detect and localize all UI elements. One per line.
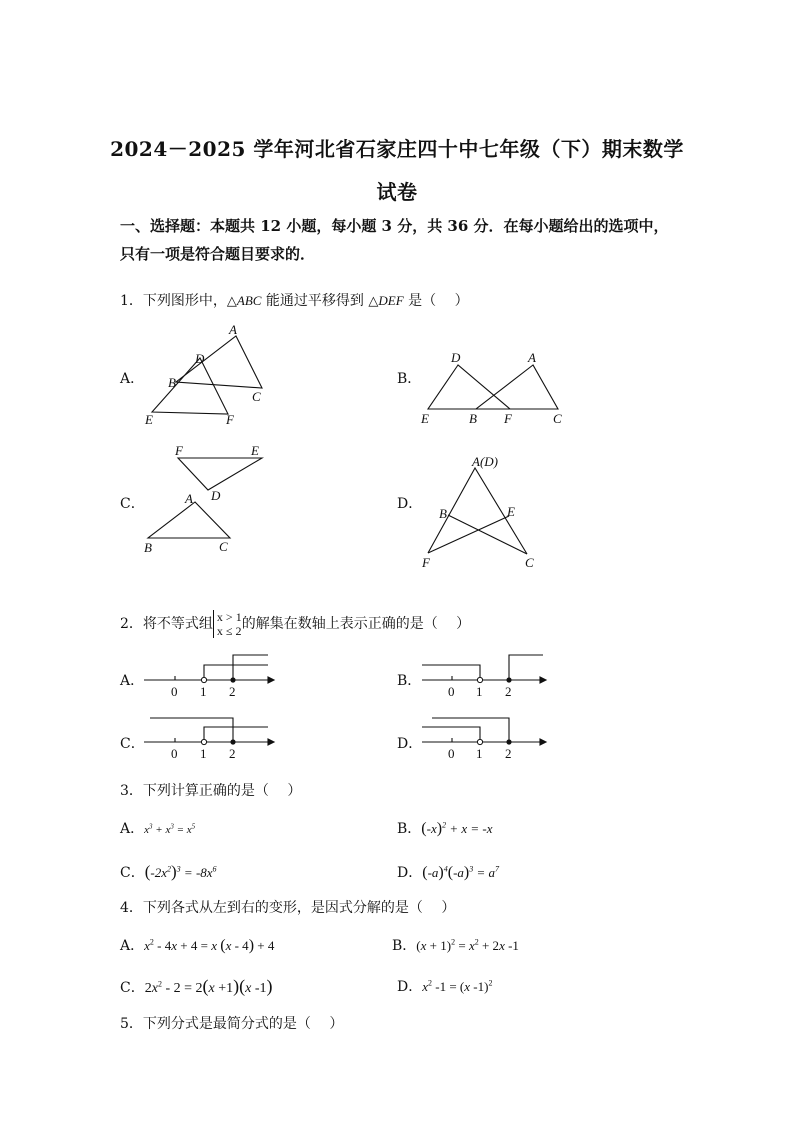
exam-title-line2: 试卷 bbox=[376, 180, 418, 204]
q3-option-d-label: D． bbox=[397, 865, 423, 881]
section-header-line1: 一、选择题：本题共 12 小题，每小题 3 分，共 36 分．在每小题给出的选项中， bbox=[120, 217, 669, 235]
q1-option-a-label: A． bbox=[120, 371, 145, 387]
q3-option-b-label: B． bbox=[397, 821, 422, 837]
q4-option-d-expr: $x^2$ -1 = (x -1)$^2$ bbox=[422, 978, 493, 994]
q3-option-a-expr: $x^3 + x^3 = x^5$ bbox=[144, 822, 196, 836]
question-2-stem bbox=[120, 610, 470, 638]
q2-suffix: 的解集在数轴上表示正确的是（ ） bbox=[241, 616, 471, 632]
q2-numberline-b bbox=[418, 650, 553, 705]
nla-tick-2: 2 bbox=[229, 684, 236, 699]
q2-ineq-1: x > 1 bbox=[216, 610, 242, 624]
question-5-stem: 5．下列分式是最简分式的是（ ） bbox=[120, 1016, 344, 1032]
q4-option-b-expr: $(x + 1)^2 = x^2 + 2x$ -1 bbox=[416, 937, 519, 953]
nlc-tick-1: 1 bbox=[200, 746, 207, 761]
nlb-tick-1: 1 bbox=[476, 684, 483, 699]
q1-option-b-label: B． bbox=[397, 371, 422, 387]
nlc-tick-0: 0 bbox=[171, 746, 178, 761]
figC-label-D: D bbox=[211, 488, 221, 503]
q2-inequality-system bbox=[213, 610, 242, 638]
q1-figure-b bbox=[415, 345, 570, 430]
figD-label-E: E bbox=[507, 504, 515, 519]
q4-option-c-label: C． bbox=[120, 980, 145, 996]
figA-label-B: B bbox=[168, 375, 176, 390]
q3-option-c bbox=[120, 862, 217, 882]
q4-option-c bbox=[120, 976, 273, 997]
figC-label-C: C bbox=[219, 539, 228, 554]
q3-option-b bbox=[397, 818, 492, 838]
q1-figure-d bbox=[415, 450, 550, 572]
exam-title-line1: 2024－2025 学年河北省石家庄四十中七年级（下）期末数学 bbox=[110, 137, 684, 161]
q4-option-a-expr: $x^2 - 4x + 4 = x$ (x - 4) + 4 bbox=[144, 937, 275, 954]
question-3-stem: 3．下列计算正确的是（ ） bbox=[120, 783, 302, 799]
nlb-tick-2: 2 bbox=[505, 684, 512, 699]
figA-label-D: D bbox=[195, 351, 205, 366]
figD-label-B: B bbox=[439, 506, 447, 521]
q2-option-a-label: A． bbox=[120, 673, 145, 689]
q4-option-d-label: D． bbox=[397, 979, 423, 995]
nlc-tick-2: 2 bbox=[229, 746, 236, 761]
q1-tri-def: △DEF bbox=[368, 293, 404, 308]
q4-option-b bbox=[392, 935, 519, 955]
q3-option-c-expr: $(-2x^2)^3 = -8x^6$ bbox=[144, 862, 217, 881]
q2-numberline-c bbox=[140, 712, 280, 767]
q3-option-a bbox=[120, 818, 195, 838]
section-header-line2: 只有一项是符合题目要求的． bbox=[120, 245, 316, 263]
figA-label-E: E bbox=[145, 412, 153, 427]
figC-label-A: A bbox=[185, 491, 193, 506]
q1-prefix: 1．下列图形中， bbox=[120, 293, 227, 309]
q3-option-d-expr: $(-a)^4(-a)^3 = a^7$ bbox=[422, 864, 500, 881]
q2-option-d-label: D． bbox=[397, 736, 423, 752]
q1-suffix: 是（ ） bbox=[403, 293, 469, 309]
nla-tick-0: 0 bbox=[171, 684, 178, 699]
figB-label-D: D bbox=[451, 350, 461, 365]
q1-tri-abc: △ABC bbox=[226, 293, 262, 308]
q3-option-b-expr: $(-x)^2 + x = -x$ bbox=[421, 820, 493, 837]
q2-numberline-d bbox=[418, 712, 553, 767]
q2-option-b-label: B． bbox=[397, 673, 422, 689]
q3-option-c-label: C． bbox=[120, 865, 145, 881]
q1-figure-a bbox=[140, 318, 280, 428]
figC-label-E: E bbox=[251, 443, 259, 458]
nla-tick-1: 1 bbox=[200, 684, 207, 699]
figC-label-F: F bbox=[175, 443, 183, 458]
nld-tick-1: 1 bbox=[476, 746, 483, 761]
figA-label-A: A bbox=[229, 322, 237, 337]
q1-option-c-label: C． bbox=[120, 496, 145, 512]
q4-option-c-expr: $2x^2 - 2 = 2(x +1)(x$ -1) bbox=[144, 976, 273, 996]
figA-label-C: C bbox=[252, 389, 261, 404]
nld-tick-2: 2 bbox=[505, 746, 512, 761]
figB-label-A: A bbox=[528, 350, 536, 365]
figB-label-E: E bbox=[421, 411, 429, 426]
nld-tick-0: 0 bbox=[448, 746, 455, 761]
figD-label-F: F bbox=[422, 555, 430, 570]
figA-label-F: F bbox=[226, 412, 234, 427]
q4-option-b-label: B． bbox=[392, 938, 417, 954]
figB-label-B: B bbox=[469, 411, 477, 426]
question-4-stem: 4．下列各式从左到右的变形，是因式分解的是（ ） bbox=[120, 900, 456, 916]
q3-option-d bbox=[397, 862, 499, 882]
q3-option-a-label: A． bbox=[120, 821, 145, 837]
q1-mid: 能通过平移得到 bbox=[261, 293, 369, 309]
q2-prefix: 2．将不等式组 bbox=[120, 616, 213, 632]
q2-option-c-label: C． bbox=[120, 736, 145, 752]
q2-ineq-2: x ≤ 2 bbox=[216, 624, 242, 638]
figD-label-C: C bbox=[525, 555, 534, 570]
figB-label-C: C bbox=[553, 411, 562, 426]
q1-figure-c bbox=[140, 440, 275, 558]
q4-option-d bbox=[397, 976, 492, 996]
q2-numberline-a bbox=[140, 650, 280, 705]
question-1-stem bbox=[120, 290, 469, 310]
nlb-tick-0: 0 bbox=[448, 684, 455, 699]
figC-label-B: B bbox=[144, 540, 152, 555]
figB-label-F: F bbox=[504, 411, 512, 426]
figD-label-AD: A(D) bbox=[472, 454, 498, 469]
q1-option-d-label: D． bbox=[397, 496, 423, 512]
q4-option-a bbox=[120, 935, 274, 955]
q4-option-a-label: A． bbox=[120, 938, 145, 954]
